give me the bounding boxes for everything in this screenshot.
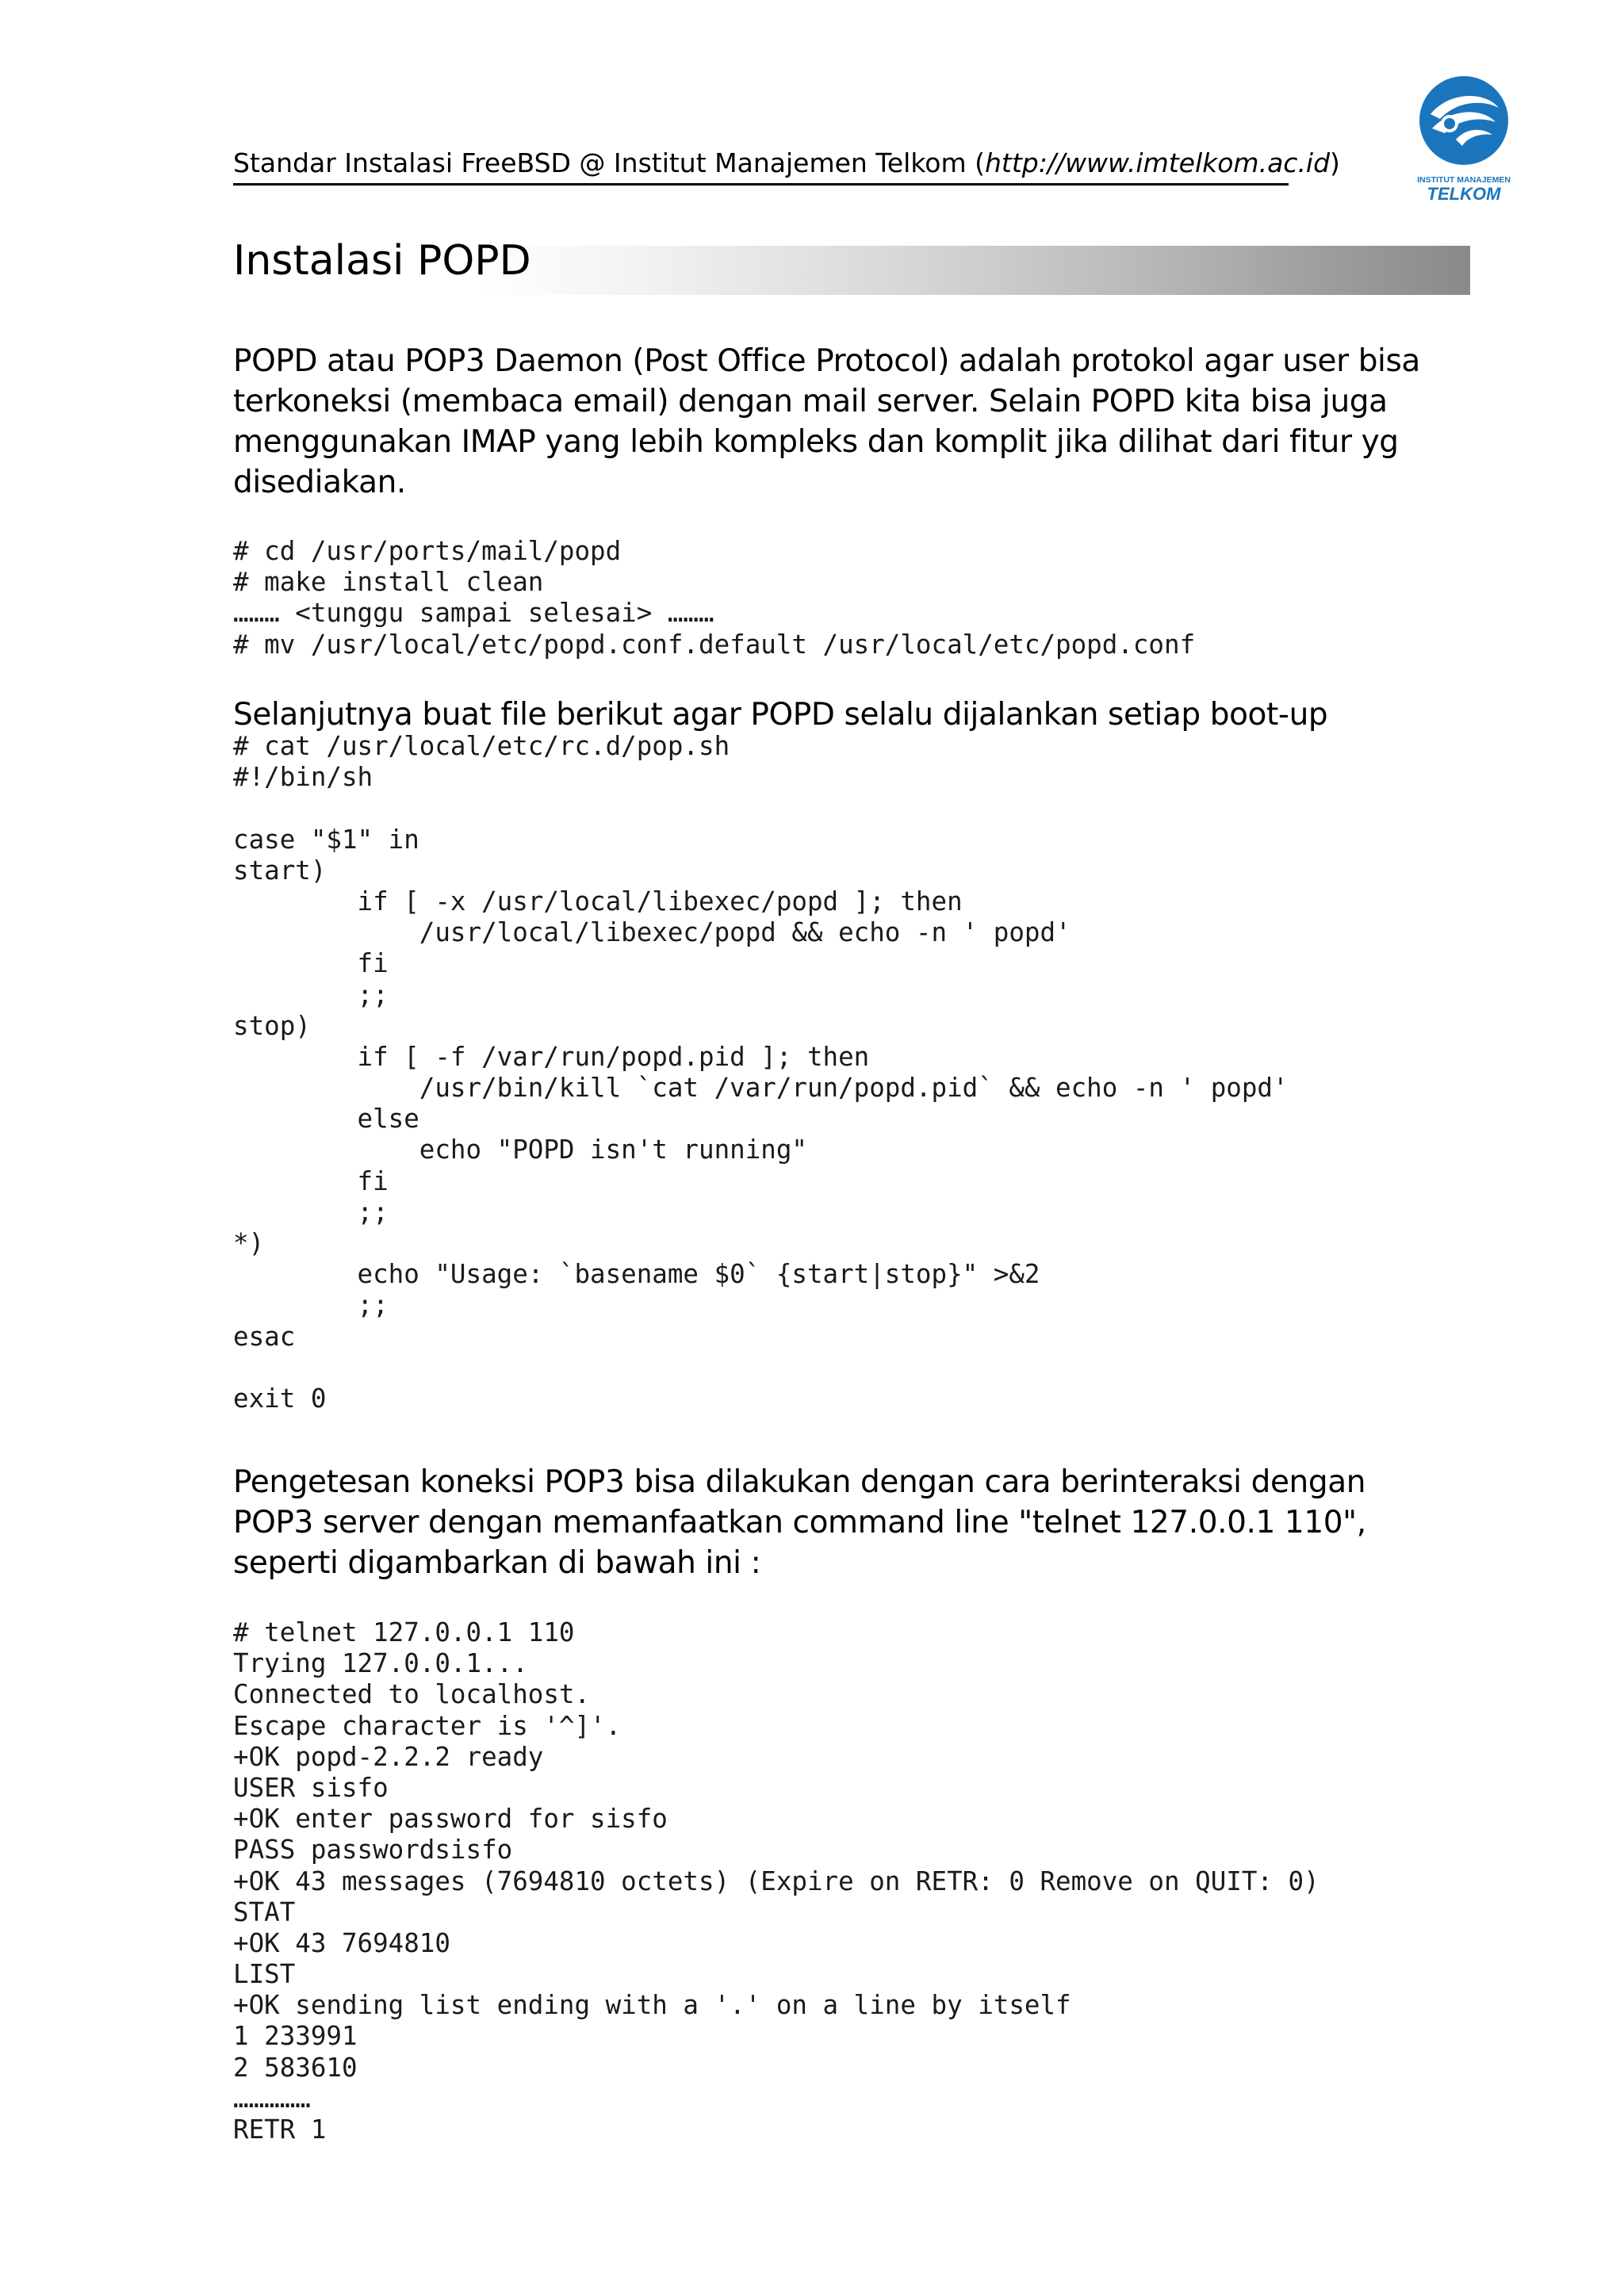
code-line: ;; [233, 979, 389, 1010]
code-line: +OK popd-2.2.2 ready [233, 1741, 544, 1772]
code-line: # mv /usr/local/etc/popd.conf.default /usr/local/etc/popd.conf [233, 629, 1196, 660]
install-commands-block [233, 536, 1195, 660]
code-line [233, 1353, 1289, 1383]
code-line: 2 583610 [233, 2052, 358, 2083]
code-line: PASS passwordsisfo [233, 1835, 513, 1866]
code-line: ;; [233, 1196, 389, 1227]
code-line: # make install clean [233, 567, 544, 598]
code-line: LIST [233, 1959, 296, 1990]
telnet-session-block [233, 1617, 1320, 2145]
startup-script-block [233, 731, 1289, 1414]
code-line: *) [233, 1228, 265, 1258]
code-line: /usr/bin/kill `cat /var/run/popd.pid` && echo -n ' popd' [233, 1073, 1289, 1104]
logo-line2: TELKOM [1427, 184, 1501, 204]
code-line: # cd /usr/ports/mail/popd [233, 536, 622, 566]
code-line: stop) [233, 1010, 311, 1041]
code-line: echo "POPD isn't running" [233, 1135, 807, 1165]
code-line [233, 793, 1289, 824]
code-line: STAT [233, 1896, 296, 1927]
code-line: …………… [233, 2083, 311, 2114]
code-line: +OK 43 7694810 [233, 1927, 450, 1958]
running-header [233, 146, 1340, 186]
intro-paragraph-block [233, 341, 1438, 503]
code-line: else [233, 1104, 419, 1135]
bootup-heading: Selanjutnya buat file berikut agar POPD selalu dijalankan setiap boot-up [233, 697, 1328, 733]
code-line: ;; [233, 1290, 389, 1321]
intro-paragraph: POPD atau POP3 Daemon (Post Office Protocol) adalah protokol agar user bisa terkoneksi (membaca email) dengan mail server. Selain POPD kita bisa juga menggunakan IMAP yang lebih kompleks dan komplit jika dilihat dari fitur yg disediakan. [233, 343, 1420, 500]
code-line: fi [233, 948, 389, 979]
testing-paragraph-block [233, 1462, 1438, 1583]
code-line: # cat /usr/local/etc/rc.d/pop.sh [233, 731, 730, 761]
testing-paragraph: Pengetesan koneksi POP3 bisa dilakukan dengan cara berinteraksi dengan POP3 server dengan memanfaatkan command line "telnet 127.0.0.1 110", seperti digambarkan di bawah ini : [233, 1464, 1366, 1581]
code-line: exit 0 [233, 1383, 327, 1414]
telkom-logo-icon [1416, 73, 1511, 205]
institution-logo [1416, 73, 1511, 205]
code-line: Trying 127.0.0.1... [233, 1648, 528, 1679]
code-line: RETR 1 [233, 2114, 327, 2145]
code-line: # telnet 127.0.0.1 110 [233, 1617, 575, 1647]
code-line: +OK 43 messages (7694810 octets) (Expire on RETR: 0 Remove on QUIT: 0) [233, 1866, 1320, 1896]
code-line: 1 233991 [233, 2021, 358, 2052]
code-line: case "$1" in [233, 824, 419, 855]
section-title: Instalasi POPD [233, 237, 531, 285]
code-line: esac [233, 1321, 296, 1352]
code-line: /usr/local/libexec/popd && echo -n ' popd' [233, 917, 1071, 948]
code-line: if [ -x /usr/local/libexec/popd ]; then [233, 886, 963, 916]
code-line: Escape character is '^]'. [233, 1710, 622, 1741]
code-line: +OK enter password for sisfo [233, 1804, 668, 1835]
code-line: start) [233, 855, 327, 886]
code-line: fi [233, 1165, 389, 1196]
code-line: if [ -f /var/run/popd.pid ]; then [233, 1041, 870, 1072]
code-line: ……… <tunggu sampai selesai> ……… [233, 598, 714, 629]
code-line: echo "Usage: `basename $0` {start|stop}" >&2 [233, 1259, 1040, 1290]
code-line: #!/bin/sh [233, 762, 373, 793]
code-line: +OK sending list ending with a '.' on a line by itself [233, 1990, 1071, 2021]
code-line: Connected to localhost. [233, 1679, 591, 1710]
header-text: Standar Instalasi FreeBSD @ Institut Manajemen Telkom ( [233, 147, 985, 178]
logo-line1: INSTITUT MANAJEMEN [1417, 175, 1511, 185]
code-line: USER sisfo [233, 1772, 389, 1803]
header-url[interactable]: http://www.imtelkom.ac.id [984, 147, 1331, 178]
bootup-heading-block [233, 695, 1438, 735]
header-text-end: ) [1330, 147, 1340, 178]
